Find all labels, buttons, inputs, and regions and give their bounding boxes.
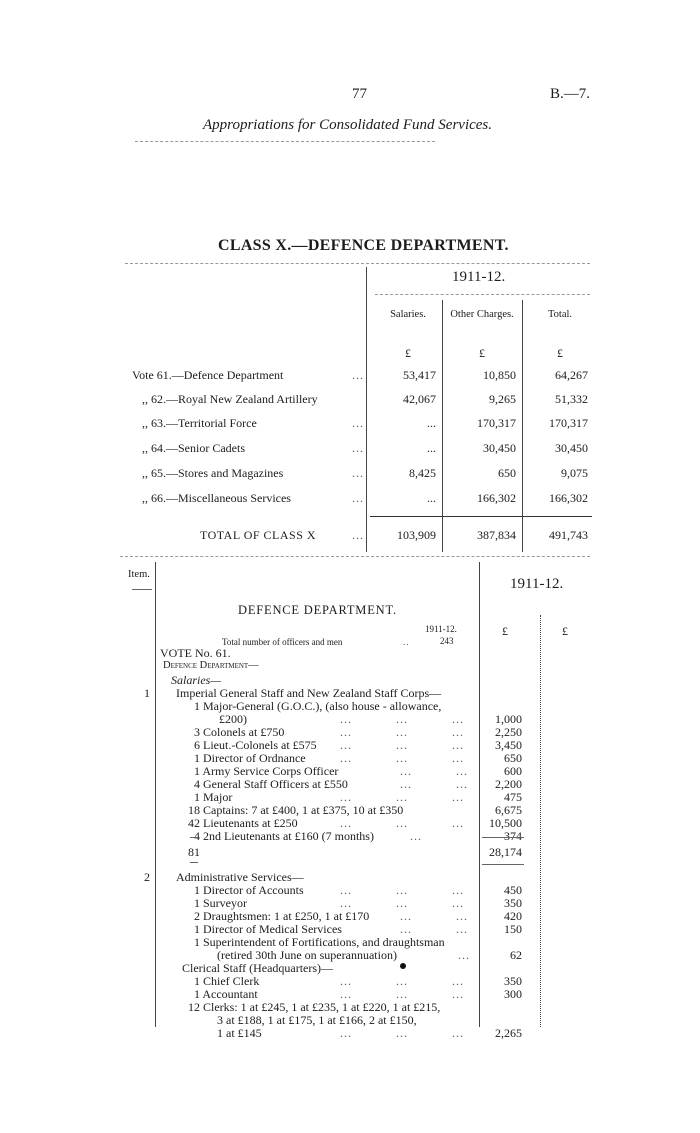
summary-row <box>0 416 700 432</box>
leader-dots: ... ... ... <box>340 974 464 988</box>
line-amount: 350 <box>504 896 522 910</box>
line-amount: 450 <box>504 883 522 897</box>
line-text: £200) <box>219 712 247 726</box>
summary-row <box>0 368 700 384</box>
line-text: 4 2nd Lieutenants at £160 (7 months) <box>194 829 374 843</box>
row-other: 166,302 <box>477 491 516 505</box>
line-item-number: 1 <box>144 686 150 700</box>
row-salaries: ... <box>427 416 436 430</box>
col-total: Total. <box>547 309 573 320</box>
row-total: 30,450 <box>555 441 588 455</box>
detail-line <box>0 829 700 845</box>
officers-label: Total number of officers and men <box>222 637 343 647</box>
leader-dots: ... ... ... <box>340 751 464 765</box>
row-salaries: 8,425 <box>409 466 436 480</box>
line-amount: 650 <box>504 751 522 765</box>
leader-dots: ... <box>352 466 364 480</box>
detail-currency-1: £ <box>502 624 508 638</box>
line-amount: 2,265 <box>495 1026 522 1040</box>
line-amount: 2,250 <box>495 725 522 739</box>
leader-dots: ... ... <box>400 909 468 923</box>
total-salaries: 103,909 <box>397 528 436 542</box>
leader-dots: ... ... ... <box>340 883 464 897</box>
page-subtitle: Appropriations for Consolidated Fund Services. <box>203 117 493 133</box>
line-text: 42 Lieutenants at £250 <box>188 816 298 830</box>
summary-bottom-rule <box>120 556 590 557</box>
row-label: ,, 65.—Stores and Magazines <box>142 466 284 480</box>
currency-total: £ <box>557 346 563 360</box>
line-amount: 475 <box>504 790 522 804</box>
summary-divider-1 <box>366 267 367 552</box>
line-amount: 10,500 <box>489 816 522 830</box>
row-label: ,, 66.—Miscellaneous Services <box>142 491 291 505</box>
summary-total-row <box>0 528 700 544</box>
count-rule <box>190 837 198 838</box>
row-other: 9,265 <box>489 392 516 406</box>
total-other: 387,834 <box>477 528 516 542</box>
line-text: 1 Accountant <box>194 987 258 1001</box>
row-total: 51,332 <box>555 392 588 406</box>
leader-dots: ... <box>410 829 422 843</box>
class-title: CLASS X.—DEFENCE DEPARTMENT. <box>218 237 509 254</box>
row-salaries: ... <box>427 441 436 455</box>
row-label: ,, 62.—Royal New Zealand Artillery <box>142 392 318 406</box>
ink-dot <box>400 963 406 969</box>
subtotal-count: 81 <box>188 845 200 859</box>
line-text: Administrative Services— <box>176 870 304 884</box>
leader-dots: ... <box>352 441 364 455</box>
line-amount: 2,200 <box>495 777 522 791</box>
row-other: 170,317 <box>477 416 516 430</box>
line-text: 1 Army Service Corps Officer <box>194 764 339 778</box>
line-item-number: 2 <box>144 870 150 884</box>
leader-dots: ... ... ... <box>340 712 464 726</box>
salaries-label: Salaries— <box>171 673 222 687</box>
leader-dots: ... ... ... <box>340 738 464 752</box>
line-amount: 600 <box>504 764 522 778</box>
currency-other: £ <box>479 346 485 360</box>
leader-dots: ... ... <box>400 764 468 778</box>
vote-number: VOTE No. 61. <box>160 646 231 660</box>
currency-salaries: £ <box>405 346 411 360</box>
count-rule-2 <box>190 862 198 863</box>
row-other: 10,850 <box>483 368 516 382</box>
summary-top-rule <box>125 263 590 264</box>
line-amount: 1,000 <box>495 712 522 726</box>
line-text: 1 Surveyor <box>194 896 247 910</box>
row-salaries: 42,067 <box>403 392 436 406</box>
summary-row <box>0 466 700 482</box>
row-total: 170,317 <box>549 416 588 430</box>
line-text: 18 Captains: 7 at £400, 1 at £375, 10 at £350 <box>188 803 404 817</box>
leader-dots: ... <box>458 948 470 962</box>
row-total: 9,075 <box>561 466 588 480</box>
leader-dots: ... ... ... <box>340 1026 464 1040</box>
line-amount: 300 <box>504 987 522 1001</box>
row-total: 166,302 <box>549 491 588 505</box>
line-text: 6 Lieut.-Colonels at £575 <box>194 738 317 752</box>
summary-row <box>0 441 700 457</box>
officers-year: 1911-12. <box>425 624 457 634</box>
leader-dots: ... ... ... <box>340 816 464 830</box>
leader-dots: ... ... <box>400 777 468 791</box>
col-other-charges: Other Charges. <box>450 309 514 320</box>
year-rule <box>375 294 590 295</box>
total-rule <box>370 516 592 517</box>
row-total: 64,267 <box>555 368 588 382</box>
total-label: TOTAL OF CLASS X <box>200 528 317 542</box>
leader-dots: ... ... <box>400 922 468 936</box>
line-text: 1 Chief Clerk <box>194 974 260 988</box>
line-text: (retired 30th June on superannuation) <box>217 948 397 962</box>
leader-dots: ... <box>352 416 364 430</box>
row-label: ,, 63.—Territorial Force <box>142 416 257 430</box>
amount-rule <box>482 837 524 838</box>
leader-dots: ... <box>352 368 364 382</box>
line-amount: 420 <box>504 909 522 923</box>
col-salaries: Salaries. <box>390 309 426 320</box>
row-label: Vote 61.—Defence Department <box>132 368 284 382</box>
row-other: 30,450 <box>483 441 516 455</box>
line-amount: 150 <box>504 922 522 936</box>
page-number: 77 <box>352 86 367 102</box>
line-text: 1 Director of Accounts <box>194 883 304 897</box>
line-text: 3 at £188, 1 at £175, 1 at £166, 2 at £150, <box>217 1013 417 1027</box>
department-label: Defence Department— <box>163 660 259 671</box>
row-salaries: ... <box>427 491 436 505</box>
row-salaries: 53,417 <box>403 368 436 382</box>
leader-dots: ... <box>352 491 364 505</box>
line-text: 1 Major <box>194 790 233 804</box>
item-header: Item. <box>128 569 150 580</box>
detail-year: 1911-12. <box>510 576 564 592</box>
officers-count: 243 <box>440 636 454 646</box>
line-text: 1 Superintendent of Fortifications, and draughtsman <box>194 935 445 949</box>
amount-rule-2 <box>482 864 524 865</box>
subtotal-amount: 28,174 <box>489 845 522 859</box>
document-reference: B.—7. <box>550 86 591 102</box>
line-text: 2 Draughtsmen: 1 at £250, 1 at £170 <box>194 909 370 923</box>
item-header-rule <box>132 589 152 590</box>
detail-line <box>0 1026 700 1042</box>
line-text: Clerical Staff (Headquarters)— <box>182 961 334 975</box>
line-text: Imperial General Staff and New Zealand Staff Corps— <box>176 686 442 700</box>
detail-heading: DEFENCE DEPARTMENT. <box>238 603 397 617</box>
leader-dots: ... ... ... <box>340 987 464 1001</box>
summary-row <box>0 392 700 408</box>
total-total: 491,743 <box>549 528 588 542</box>
line-text: 1 Director of Medical Services <box>194 922 342 936</box>
row-label: ,, 64.—Senior Cadets <box>142 441 245 455</box>
leader-dots: .. <box>403 637 410 647</box>
line-amount: 350 <box>504 974 522 988</box>
line-text: 3 Colonels at £750 <box>194 725 285 739</box>
leader-dots: ... ... ... <box>340 896 464 910</box>
line-amount: 6,675 <box>495 803 522 817</box>
line-amount: 374 <box>504 829 522 843</box>
line-text: 1 at £145 <box>217 1026 262 1040</box>
leader-dots: ... ... ... <box>340 725 464 739</box>
subtitle-rule <box>135 141 435 142</box>
line-text: 4 General Staff Officers at £550 <box>194 777 348 791</box>
summary-year: 1911-12. <box>452 269 506 285</box>
summary-row <box>0 491 700 507</box>
line-text: 1 Director of Ordnance <box>194 751 306 765</box>
detail-currency-2: £ <box>562 624 568 638</box>
line-text: 12 Clerks: 1 at £245, 1 at £235, 1 at £220, 1 at £215, <box>188 1000 441 1014</box>
line-amount: 3,450 <box>495 738 522 752</box>
line-text: 1 Major-General (G.O.C.), (also house - allowance, <box>194 699 442 713</box>
row-other: 650 <box>498 466 516 480</box>
line-amount: 62 <box>510 948 522 962</box>
leader-dots: ... <box>352 528 364 542</box>
leader-dots: ... ... ... <box>340 790 464 804</box>
